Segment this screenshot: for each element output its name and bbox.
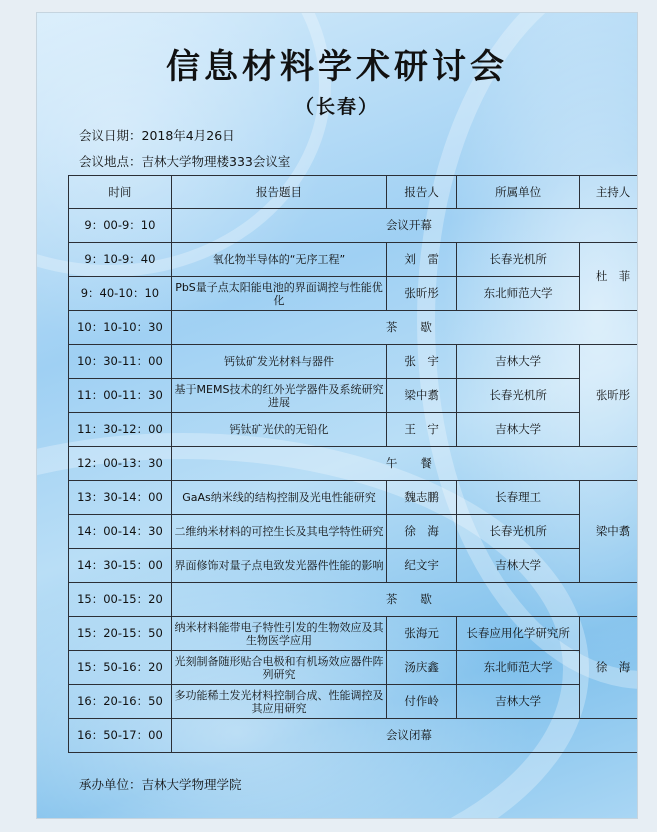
- table-row: [69, 481, 638, 515]
- time-cell: 16：20-16：50: [69, 685, 172, 719]
- time-cell: 10：10-10：30: [69, 311, 172, 345]
- table-row: [69, 379, 638, 413]
- column-header: 时间: [69, 176, 172, 209]
- time-cell: 9：10-9：40: [69, 243, 172, 277]
- meeting-venue: 会议地点：吉林大学物理楼333会议室: [79, 154, 291, 169]
- affiliation-cell: 长春应用化学研究所: [457, 617, 580, 651]
- table-row: [69, 549, 638, 583]
- affiliation-cell: 东北师范大学: [457, 651, 580, 685]
- table-row: [69, 447, 638, 481]
- table-row: [69, 413, 638, 447]
- organizer: 承办单位：吉林大学物理学院: [79, 777, 242, 792]
- talk-title-cell: 基于MEMS技术的红外光学器件及系统研究进展: [171, 379, 386, 413]
- column-header: 主持人: [580, 176, 637, 209]
- speaker-cell: 汤庆鑫: [387, 651, 457, 685]
- time-cell: 13：30-14：00: [69, 481, 172, 515]
- time-cell: 9：00-9：10: [69, 209, 172, 243]
- talk-title-cell: 多功能稀土发光材料控制合成、性能调控及其应用研究: [171, 685, 386, 719]
- affiliation-cell: 吉林大学: [457, 413, 580, 447]
- column-header: 所属单位: [457, 176, 580, 209]
- table-row: [69, 583, 638, 617]
- event-cell: 会议闭幕: [171, 719, 637, 753]
- affiliation-cell: 东北师范大学: [457, 277, 580, 311]
- talk-title-cell: 纳米材料能带电子特性引发的生物效应及其生物医学应用: [171, 617, 386, 651]
- meeting-date: 会议日期：2018年4月26日: [79, 128, 235, 143]
- time-cell: 11：00-11：30: [69, 379, 172, 413]
- table-row: [69, 515, 638, 549]
- event-cell: 会议开幕: [171, 209, 637, 243]
- table-row: [69, 719, 638, 753]
- affiliation-cell: 吉林大学: [457, 549, 580, 583]
- affiliation-cell: 长春光机所: [457, 243, 580, 277]
- speaker-cell: 张 宇: [387, 345, 457, 379]
- speaker-cell: 徐 海: [387, 515, 457, 549]
- speaker-cell: 魏志鹏: [387, 481, 457, 515]
- page-subtitle: （长春）: [294, 96, 379, 118]
- table-row: [69, 243, 638, 277]
- table-header-row: [69, 176, 638, 209]
- affiliation-cell: 吉林大学: [457, 685, 580, 719]
- speaker-cell: 梁中翥: [387, 379, 457, 413]
- talk-title-cell: 钙钛矿光伏的无铅化: [171, 413, 386, 447]
- time-cell: 14：00-14：30: [69, 515, 172, 549]
- affiliation-cell: 长春光机所: [457, 379, 580, 413]
- poster-page: [37, 13, 637, 818]
- talk-title-cell: 界面修饰对量子点电致发光器件性能的影响: [171, 549, 386, 583]
- affiliation-cell: 长春理工: [457, 481, 580, 515]
- time-cell: 11：30-12：00: [69, 413, 172, 447]
- column-header: 报告人: [387, 176, 457, 209]
- time-cell: 12：00-13：30: [69, 447, 172, 481]
- table-row: [69, 277, 638, 311]
- talk-title-cell: GaAs纳米线的结构控制及光电性能研究: [171, 481, 386, 515]
- talk-title-cell: 二维纳米材料的可控生长及其电学特性研究: [171, 515, 386, 549]
- speaker-cell: 张昕彤: [387, 277, 457, 311]
- talk-title-cell: PbS量子点太阳能电池的界面调控与性能优化: [171, 277, 386, 311]
- event-cell: 午 餐: [171, 447, 637, 481]
- chair-cell: 张昕彤: [580, 345, 637, 447]
- speaker-cell: 王 宁: [387, 413, 457, 447]
- time-cell: 9：40-10：10: [69, 277, 172, 311]
- speaker-cell: 刘 雷: [387, 243, 457, 277]
- time-cell: 15：50-16：20: [69, 651, 172, 685]
- time-cell: 10：30-11：00: [69, 345, 172, 379]
- speaker-cell: 付作岭: [387, 685, 457, 719]
- talk-title-cell: 氧化物半导体的“无序工程”: [171, 243, 386, 277]
- chair-cell: 梁中翥: [580, 481, 637, 583]
- time-cell: 16：50-17：00: [69, 719, 172, 753]
- schedule-table: [68, 175, 637, 753]
- chair-cell: 徐 海: [580, 617, 637, 719]
- column-header: 报告题目: [171, 176, 386, 209]
- table-row: [69, 345, 638, 379]
- table-row: [69, 685, 638, 719]
- talk-title-cell: 钙钛矿发光材料与器件: [171, 345, 386, 379]
- page-title: 信息材料学术研讨会: [166, 47, 508, 87]
- affiliation-cell: 长春光机所: [457, 515, 580, 549]
- table-row: [69, 617, 638, 651]
- speaker-cell: 张海元: [387, 617, 457, 651]
- event-cell: 茶 歇: [171, 311, 637, 345]
- talk-title-cell: 光刻制备随形贴合电极和有机场效应器件阵列研究: [171, 651, 386, 685]
- affiliation-cell: 吉林大学: [457, 345, 580, 379]
- time-cell: 14：30-15：00: [69, 549, 172, 583]
- table-row: [69, 209, 638, 243]
- speaker-cell: 纪文宇: [387, 549, 457, 583]
- chair-cell: 杜 菲: [580, 243, 637, 311]
- table-row: [69, 651, 638, 685]
- event-cell: 茶 歇: [171, 583, 637, 617]
- table-row: [69, 311, 638, 345]
- time-cell: 15：00-15：20: [69, 583, 172, 617]
- time-cell: 15：20-15：50: [69, 617, 172, 651]
